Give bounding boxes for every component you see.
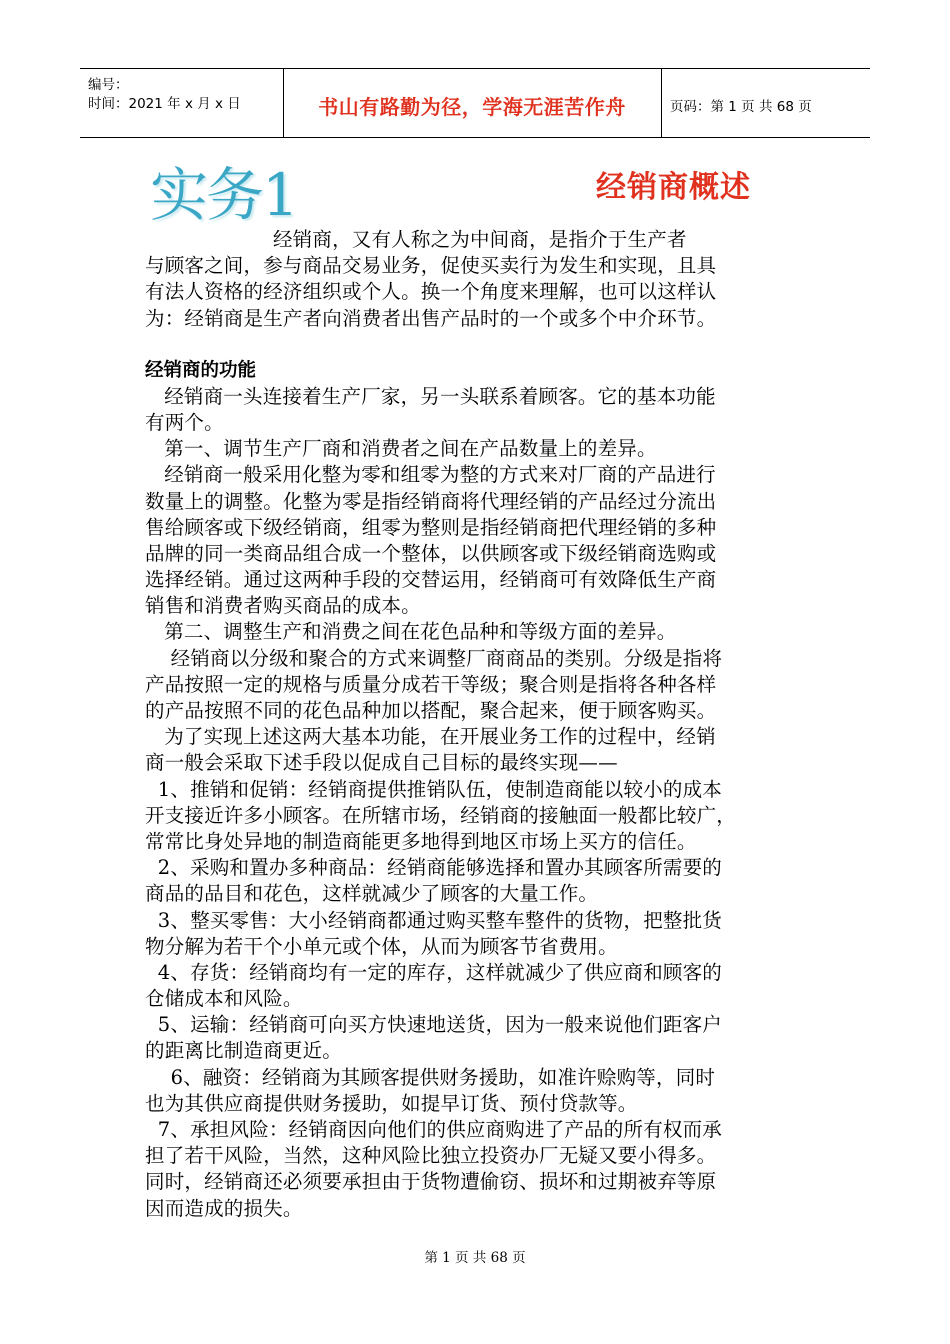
text-line: 商一般会采取下述手段以促成自己目标的最终实现—— (145, 751, 618, 775)
text-line: 商品的品目和花色，这样就减少了顾客的大量工作。 (145, 882, 599, 906)
page-title: 经销商概述 (596, 170, 751, 205)
text-line: 5、运输：经销商可向买方快速地送货，因为一般来说他们距客户 (145, 1013, 723, 1037)
document-body (145, 227, 815, 1222)
text-line: 经销商以分级和聚合的方式来调整厂商商品的类别。分级是指将 (145, 646, 723, 670)
text-line: 品牌的同一类商品组合成一个整体，以供顾客或下级经销商选购或 (145, 541, 717, 565)
text-line: 2、采购和置办多种商品：经销商能够选择和置办其顾客所需要的 (145, 856, 723, 880)
text-line: 开支接近许多小顾客。在所辖市场，经销商的接触面一般都比较广， (145, 803, 737, 827)
text-line: 经销商一头连接着生产厂家，另一头联系着顾客。它的基本功能 (145, 384, 716, 408)
code-label: 编号： (88, 77, 129, 93)
text-line: 选择经销。通过这两种手段的交替运用，经销商可有效降低生产商 (145, 568, 717, 592)
text-line: 有两个。 (145, 410, 224, 434)
text-line: 4、存货：经销商均有一定的库存，这样就减少了供应商和顾客的 (145, 960, 723, 984)
text-line: 经销商，又有人称之为中间商，是指介于生产者 (145, 228, 687, 251)
page-header (80, 68, 870, 138)
text-line: 为：经销商是生产者向消费者出售产品时的一个或多个中介环节。 (145, 306, 717, 330)
spacer (145, 332, 815, 358)
text-line: 产品按照一定的规格与质量分成若干等级；聚合则是指将各种各样 (145, 672, 717, 696)
text-line: 为了实现上述这两大基本功能，在开展业务工作的过程中，经销 (145, 725, 716, 749)
text-line: 与顾客之间，参与商品交易业务，促使买卖行为发生和实现，且具 (145, 254, 717, 278)
text-line: 6、融资：经销商为其顾客提供财务援助，如准许赊购等，同时 (145, 1065, 716, 1089)
text-line: 有法人资格的经济组织或个人。换一个角度来理解，也可以这样认 (145, 280, 717, 304)
text-line: 售给顾客或下级经销商，组零为整则是指经销商把代理经销的多种 (145, 515, 717, 539)
text-line: 3、整买零售：大小经销商都通过购买整车整件的货物，把整批货 (145, 908, 723, 932)
text-line: 第二、调整生产和消费之间在花色品种和等级方面的差异。 (145, 620, 677, 644)
text-line: 担了若干风险，当然，这种风险比独立投资办厂无疑又要小得多。 (145, 1144, 717, 1168)
text-line: 仓储成本和风险。 (145, 987, 303, 1011)
text-line: 的距离比制造商更近。 (145, 1039, 343, 1063)
text-line: 常常比身处异地的制造商能更多地得到地区市场上买方的信任。 (145, 829, 697, 853)
text-line: 第一、调节生产厂商和消费者之间在产品数量上的差异。 (145, 437, 657, 461)
intro-paragraph (145, 227, 815, 332)
motto: 书山有路勤为径，学海无涯苦作舟 (318, 95, 626, 119)
text-line: 也为其供应商提供财务援助，如提早订货、预付贷款等。 (145, 1091, 638, 1115)
page-footer: 第 1 页 共 68 页 (424, 1250, 526, 1266)
header-meta-cell (80, 69, 284, 137)
text-line: 7、承担风险：经销商因向他们的供应商购进了产品的所有权而承 (145, 1118, 723, 1141)
header-motto-cell (283, 69, 662, 137)
text-line: 物分解为若干个小单元或个体，从而为顾客节省费用。 (145, 934, 618, 958)
text-line: 数量上的调整。化整为零是指经销商将代理经销的产品经过分流出 (145, 489, 717, 513)
text-line: 的产品按照不同的花色品种加以搭配，聚合起来，便于顾客购买。 (145, 699, 717, 722)
section-body (145, 384, 815, 1222)
page-info: 页码：第 1 页 共 68 页 (670, 99, 812, 115)
logo-text: 实务1 (150, 161, 297, 229)
text-line: 同时，经销商还必须要承担由于货物遭偷窃、损坏和过期被弃等原 (145, 1170, 717, 1194)
text-line: 销售和消费者购买商品的成本。 (145, 594, 421, 618)
section-heading: 经销商的功能 (145, 359, 257, 381)
text-line: 1、推销和促销：经销商提供推销队伍，使制造商能以较小的成本 (145, 777, 723, 801)
text-line: 因而造成的损失。 (145, 1196, 303, 1220)
header-page-cell (662, 69, 870, 137)
text-line: 经销商一般采用化整为零和组零为整的方式来对厂商的产品进行 (145, 463, 716, 487)
time-label: 时间：2021 年 x 月 x 日 (88, 96, 241, 112)
